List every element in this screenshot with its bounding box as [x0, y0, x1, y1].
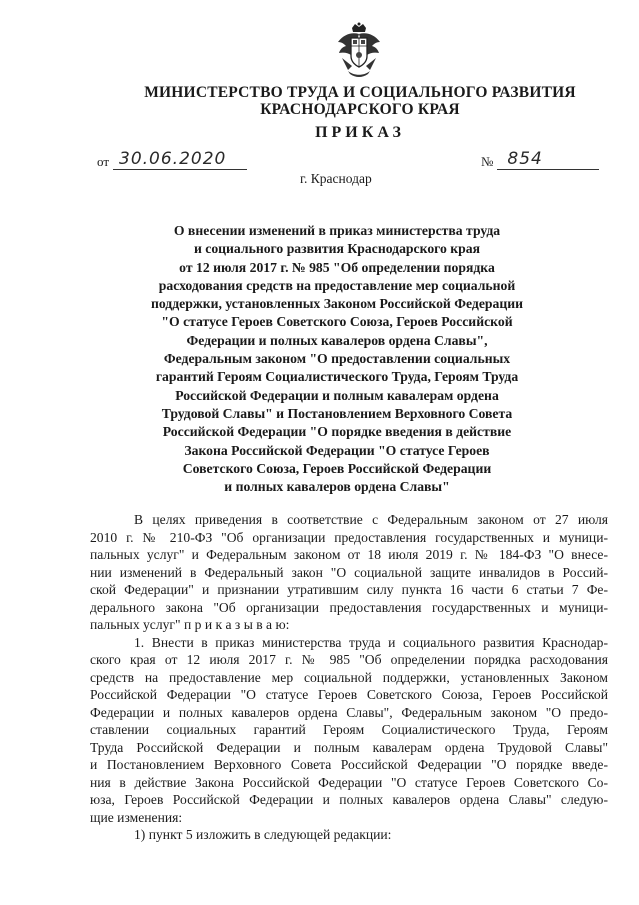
- number-prefix-label: №: [481, 154, 494, 169]
- subject-line: Советского Союза, Героев Российской Федерации: [182, 460, 492, 476]
- ministry-name: [120, 84, 600, 118]
- subject-line: Закона Российской Федерации "О статусе Героев: [184, 442, 490, 458]
- date-prefix-label: от: [97, 154, 110, 169]
- body-line: 2010 г. № 210-ФЗ "Об организации предоставления государственных и муници-: [90, 529, 608, 545]
- order-date-value: 30.06.2020: [119, 149, 227, 169]
- body-line: средств на предоставление мер социальной поддержки, установленных Законом: [90, 669, 608, 685]
- order-subject: [100, 222, 574, 496]
- ministry-name-line1: МИНИСТЕРСТВО ТРУДА И СОЦИАЛЬНОГО РАЗВИТИЯ: [144, 84, 576, 101]
- subject-line: Федеральным законом "О предоставлении социальных: [163, 351, 511, 367]
- subject-line: и полных кавалеров ордена Славы": [224, 479, 450, 495]
- subject-line: расходования средств на предоставление мер социальной: [158, 277, 516, 293]
- subject-line: и социального развития Краснодарского края: [193, 241, 481, 257]
- subject-line: Российской Федерации "О порядке введения в действие: [162, 424, 512, 440]
- subject-line: Федерации и полных кавалеров ордена Славы",: [186, 332, 488, 348]
- subject-line: от 12 июля 2017 г. № 985 "Об определении порядка: [179, 259, 495, 275]
- order-body: [90, 511, 608, 844]
- body-line: 1. Внести в приказ министерства труда и социального развития Краснодар-: [134, 634, 608, 650]
- document-type-title: ПРИКАЗ: [315, 124, 405, 141]
- body-line: юза, Героев Российской Федерации и полных кавалеров ордена Славы" следую-: [90, 792, 608, 807]
- subject-line: поддержки, установленных Законом Российской Федерации: [150, 296, 524, 312]
- subject-line: Трудовой Славы" и Постановлением Верховного Совета: [161, 405, 513, 421]
- body-line: ставлении социальных гарантий Героям Социалистического Труда, Героям: [90, 722, 608, 737]
- body-line: 1) пункт 5 изложить в следующей редакции:: [134, 827, 392, 842]
- order-number-row: [481, 150, 599, 170]
- coat-of-arms-icon: [334, 22, 384, 78]
- body-line: ской Федерации" и признании утратившим силу пункта 16 части 6 статьи 7 Фе-: [90, 582, 608, 597]
- ministry-name-line2: КРАСНОДАРСКОГО КРАЯ: [260, 101, 460, 118]
- body-line: Труда Российской Федерации и полным кавалерам ордена Трудовой Славы": [90, 739, 608, 755]
- body-line: Российской Федерации "О статусе Героев Советского Союза, Героев Российской: [90, 687, 608, 702]
- body-line: В целях приведения в соответствие с Федеральным законом от 27 июля: [134, 512, 608, 527]
- body-line: и Постановлением Верховного Совета Российской Федерации "О порядке введе-: [90, 757, 608, 772]
- body-line: щие изменения:: [90, 809, 183, 825]
- order-date-row: [97, 150, 247, 170]
- subject-line: гарантий Героям Социалистического Труда, Героям Труда: [155, 369, 519, 385]
- city-label: г. Краснодар: [300, 171, 372, 186]
- body-line: дерального закона "Об организации предоставления государственных и муници-: [90, 599, 608, 615]
- body-line: пальных услуг" п р и к а з ы в а ю:: [90, 617, 290, 632]
- body-line: Федерации и полных кавалеров ордена Славы", Федеральным законом "О предо-: [90, 704, 608, 720]
- subject-line: Российской Федерации и полным кавалерам ордена: [175, 387, 499, 403]
- body-line: нии изменений в Федеральный закон "О социальной защите инвалидов в Россий-: [90, 564, 608, 580]
- body-line: ского края от 12 июля 2017 г. № 985 "Об определении порядка расходования: [90, 652, 608, 667]
- body-line: ния в действие Закона Российской Федерации "О статусе Героев Советского Со-: [90, 774, 608, 790]
- body-line: пальных услуг" и Федеральным законом от 18 июля 2019 г. № 184-ФЗ "О внесе-: [90, 547, 608, 562]
- subject-line: О внесении изменений в приказ министерства труда: [173, 223, 501, 238]
- subject-line: "О статусе Героев Советского Союза, Героев Российской: [161, 314, 513, 330]
- order-number-value: 854: [507, 149, 543, 169]
